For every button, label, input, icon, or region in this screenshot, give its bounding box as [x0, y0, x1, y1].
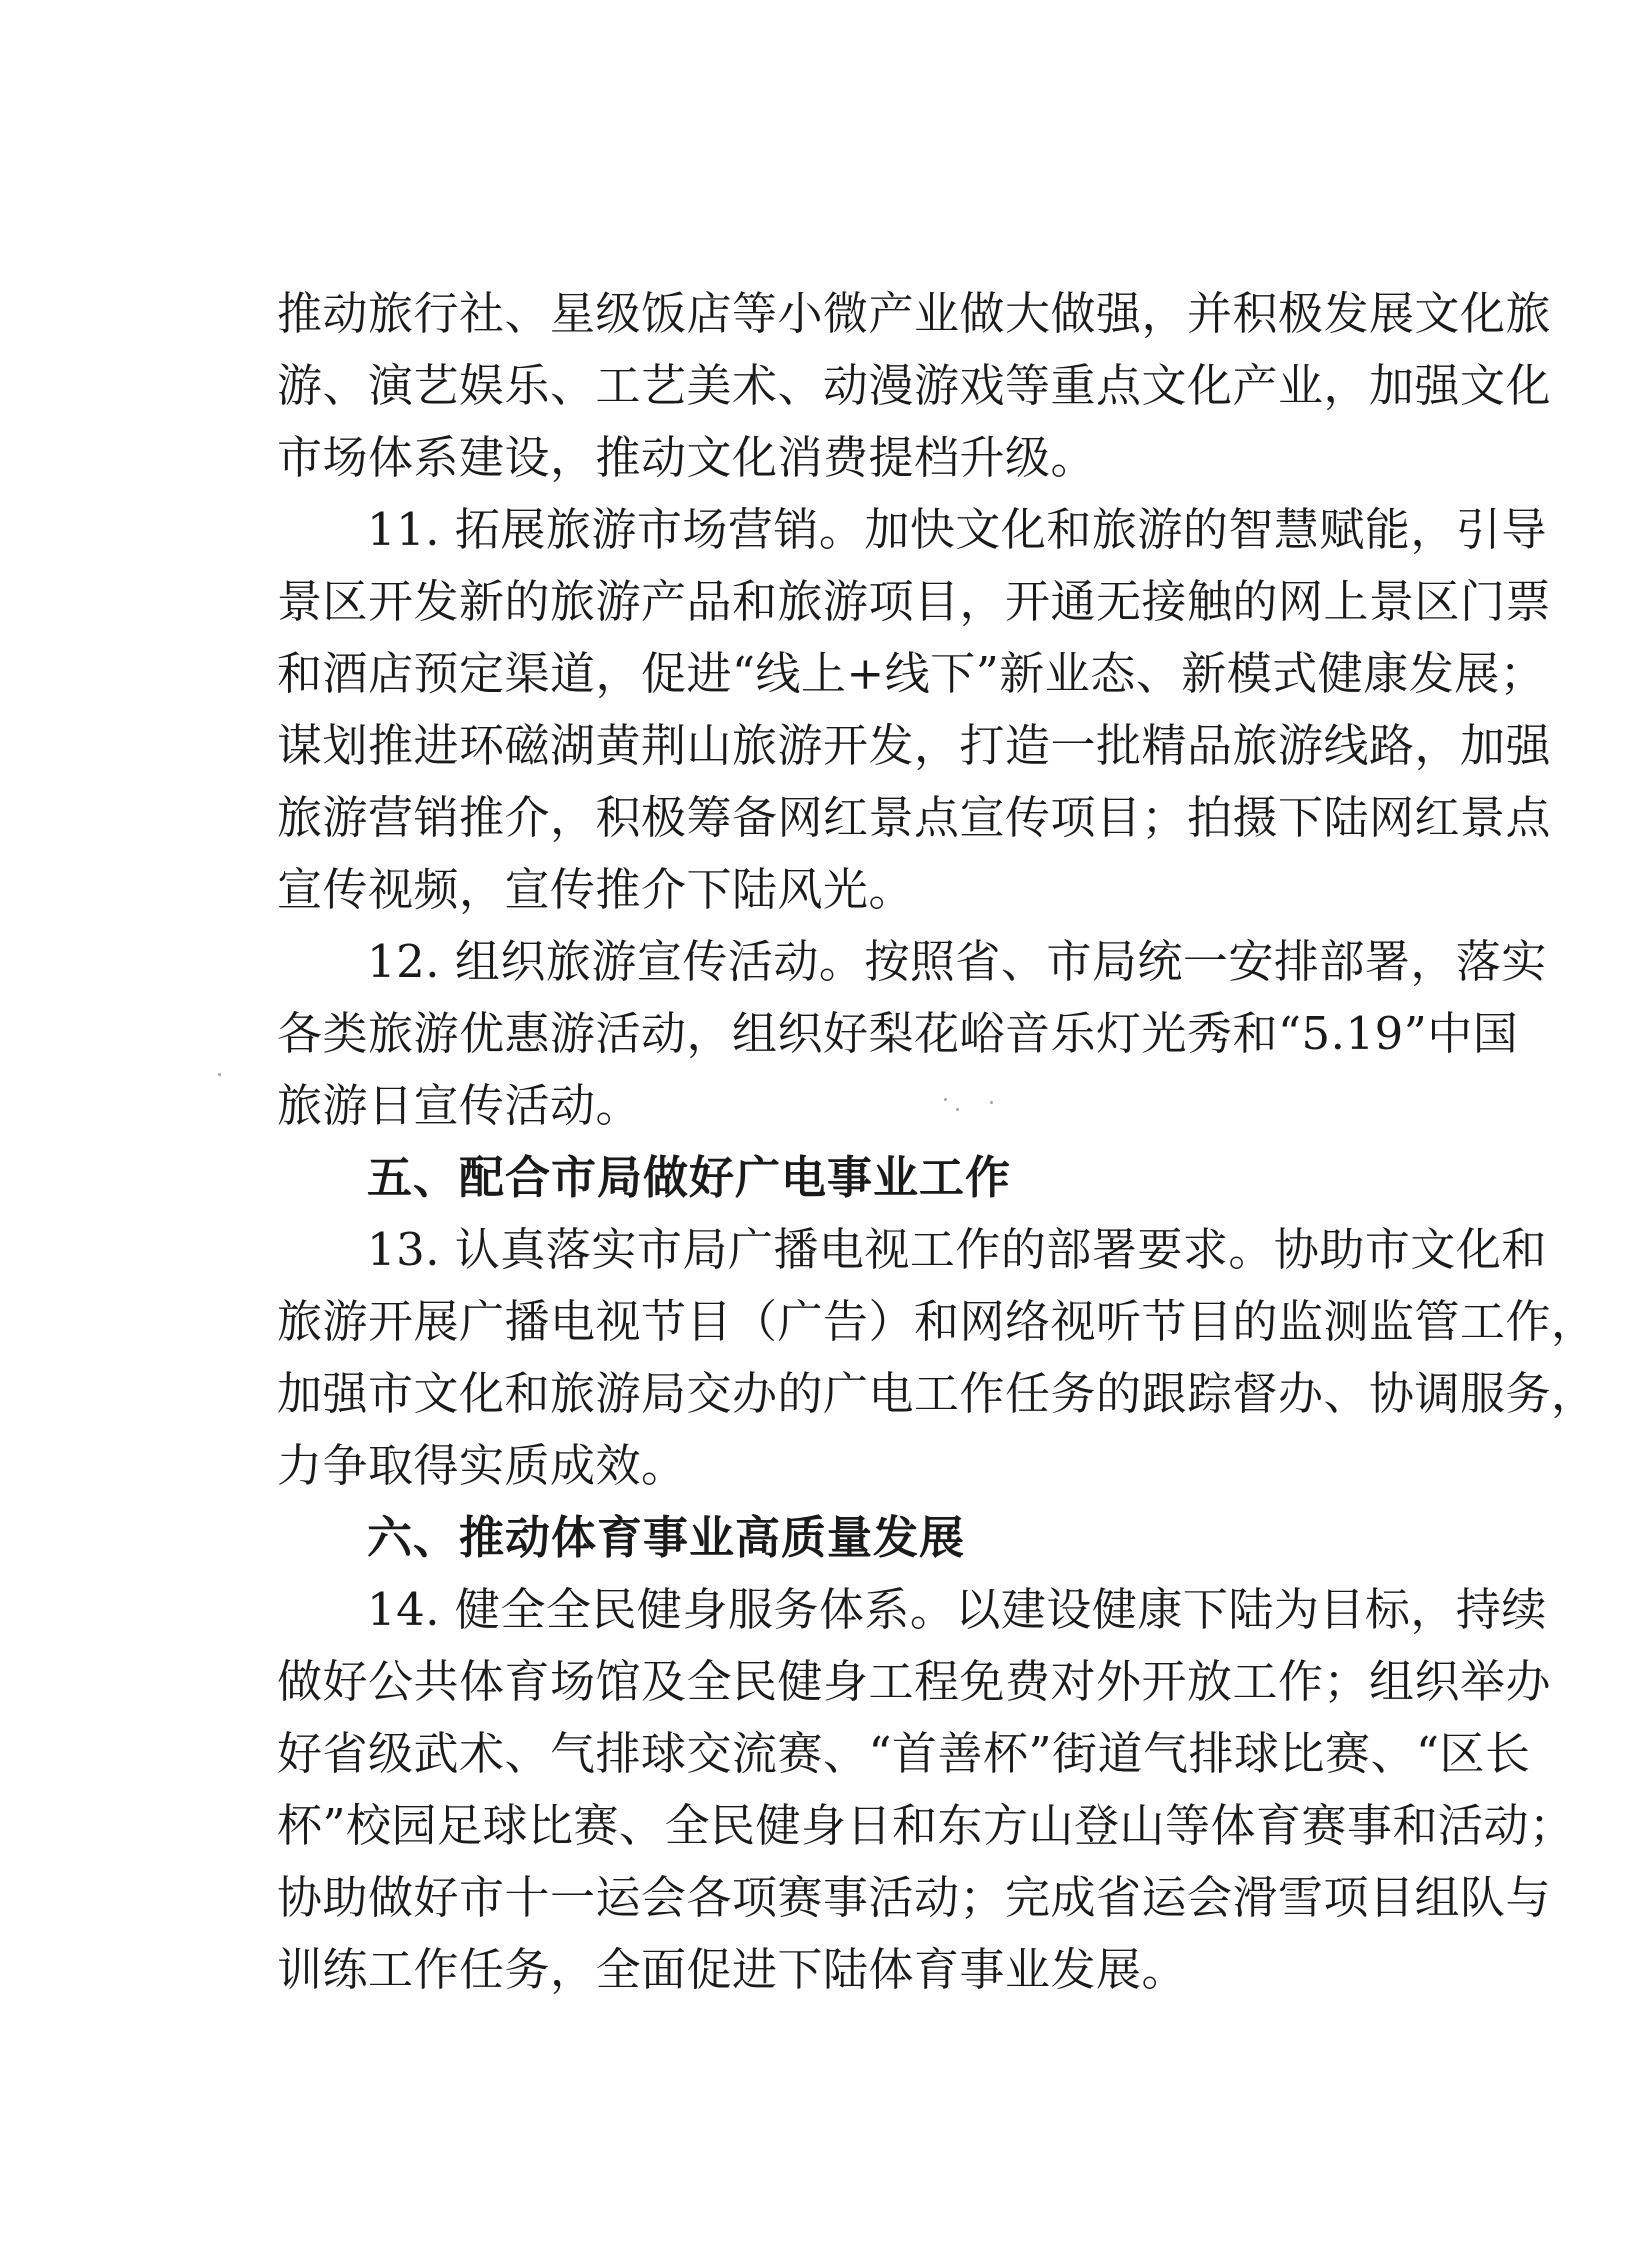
- text-line: 力争取得实质成效。: [277, 1439, 687, 1492]
- section-heading: 五、配合市局做好广电事业工作: [367, 1151, 1012, 1204]
- text-line: 11. 拓展旅游市场营销。加快文化和旅游的智慧赋能，引导: [367, 503, 1547, 556]
- text-line: 14. 健全全民健身服务体系。以建设健康下陆为目标，持续: [367, 1583, 1547, 1636]
- text-line: 推动旅行社、星级饭店等小微产业做大做强，并积极发展文化旅: [277, 287, 1552, 340]
- scan-speck: [990, 1101, 993, 1104]
- text-line: 做好公共体育场馆及全民健身工程免费对外开放工作；组织举办: [277, 1655, 1552, 1708]
- scan-speck: [218, 1073, 221, 1076]
- text-line: 旅游日宣传活动。: [277, 1079, 642, 1132]
- text-line: 旅游开展广播电视节目（广告）和网络视听节目的监测监管工作，: [277, 1295, 1597, 1348]
- text-line: 训练工作任务，全面促进下陆体育事业发展。: [277, 1943, 1188, 1996]
- text-line: 旅游营销推介，积极筹备网红景点宣传项目；拍摄下陆网红景点: [277, 791, 1552, 844]
- section-heading: 六、推动体育事业高质量发展: [367, 1511, 966, 1564]
- text-line: 13. 认真落实市局广播电视工作的部署要求。协助市文化和: [367, 1223, 1547, 1276]
- text-line: 宣传视频，宣传推介下陆风光。: [277, 863, 915, 916]
- scan-speck: [944, 1098, 947, 1101]
- text-line: 市场体系建设，推动文化消费提档升级。: [277, 431, 1097, 484]
- text-line: 12. 组织旅游宣传活动。按照省、市局统一安排部署，落实: [367, 935, 1547, 988]
- text-line: 杯”校园足球比赛、全民健身日和东方山登山等体育赛事和活动；: [277, 1799, 1575, 1852]
- text-line: 协助做好市十一运会各项赛事活动；完成省运会滑雪项目组队与: [277, 1871, 1552, 1924]
- text-line: 各类旅游优惠游活动，组织好梨花峪音乐灯光秀和“5.19”中国: [277, 1007, 1519, 1060]
- text-line: 加强市文化和旅游局交办的广电工作任务的跟踪督办、协调服务，: [277, 1367, 1597, 1420]
- text-line: 好省级武术、气排球交流赛、“首善杯”街道气排球比赛、“区长: [277, 1727, 1531, 1780]
- text-line: 游、演艺娱乐、工艺美术、动漫游戏等重点文化产业，加强文化: [277, 359, 1552, 412]
- text-line: 和酒店预定渠道，促进“线上+线下”新业态、新模式健康发展；: [277, 647, 1546, 700]
- scan-speck: [956, 1108, 959, 1111]
- text-line: 景区开发新的旅游产品和旅游项目，开通无接触的网上景区门票: [277, 575, 1552, 628]
- text-line: 谋划推进环磁湖黄荆山旅游开发，打造一批精品旅游线路，加强: [277, 719, 1552, 772]
